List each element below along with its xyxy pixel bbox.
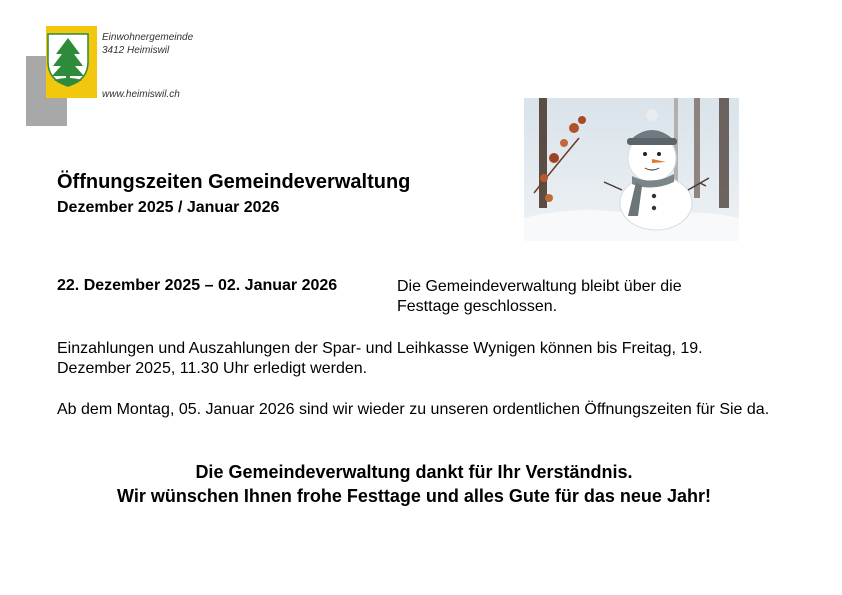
reopening-paragraph: Ab dem Montag, 05. Januar 2026 sind wir wieder zu unseren ordentlichen Öffnungszeiten für Sie da. [57, 401, 770, 418]
closing-line-wishes: Wir wünschen Ihnen frohe Festtage und alles Gute für das neue Jahr! [117, 486, 711, 506]
payment-info-paragraph: Einzahlungen und Auszahlungen der Spar- und Leihkasse Wynigen können bis Freitag, 19. Dezember 2025, 11.30 Uhr erledigt werden. [57, 340, 703, 377]
website-link[interactable]: www.heimiswil.ch [102, 89, 180, 100]
closing-line-thanks: Die Gemeindeverwaltung dankt für Ihr Verständnis. [195, 462, 633, 482]
closure-period: 22. Dezember 2025 – 02. Januar 2026 [57, 277, 338, 294]
coat-of-arms-tree-icon [46, 32, 90, 88]
snowman-photo [524, 98, 739, 241]
page-subtitle: Dezember 2025 / Januar 2026 [57, 199, 280, 216]
org-address: 3412 Heimiswil [102, 45, 170, 56]
closing-greeting [0, 460, 828, 508]
page-title: Öffnungszeiten Gemeindeverwaltung [57, 171, 411, 193]
org-name: Einwohnergemeinde [102, 32, 194, 43]
closure-text: Die Gemeindeverwaltung bleibt über die Festtage geschlossen. [397, 278, 682, 315]
municipality-logo [26, 26, 216, 126]
